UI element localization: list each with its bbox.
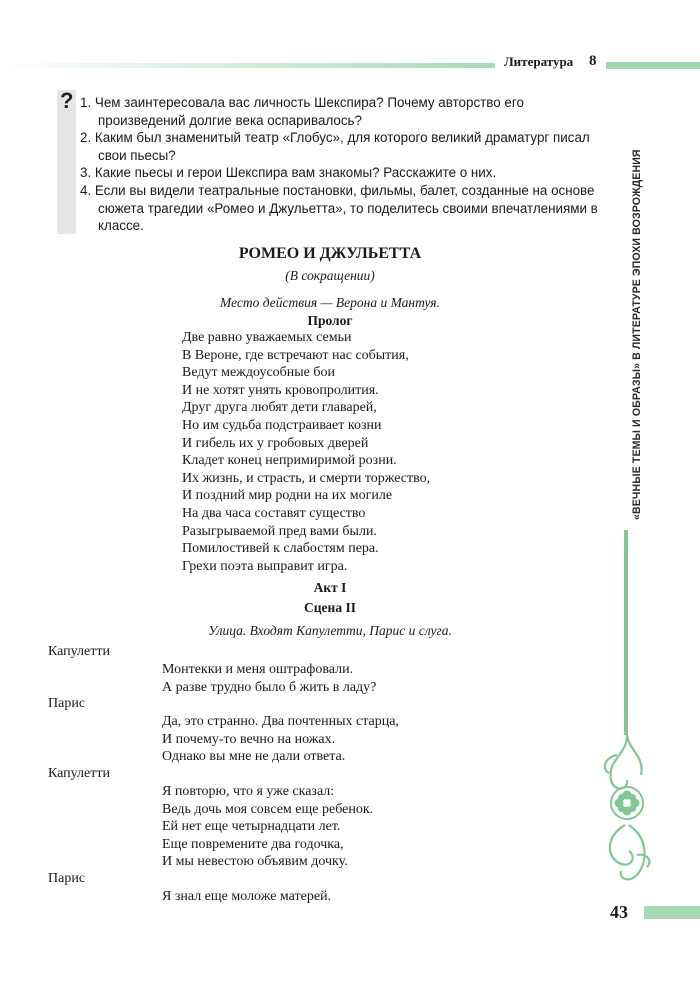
speech-block [162,661,376,696]
speech-line: И мы невестою объявим дочку. [162,854,348,870]
verse-line: Две равно уважаемых семьи [182,330,352,345]
running-header-title: Литература [504,54,574,69]
question-item: 4. Если вы видели театральные постановки, фильмы, балет, созданные на основе сюжета трагедии «Ромео и Джульетта», то поделитесь своими впечатлениями в классе. [80,182,598,234]
speaker-name: Капулетти [48,644,110,659]
speech-line: Еще повремените два годочка, [162,836,344,852]
question-mark-icon: ? [60,88,74,113]
grade-number: 8 [589,53,597,69]
speech-block [162,888,331,906]
prologue-verse [182,329,430,575]
speech-line: Однако вы мне не дали ответа. [162,749,346,765]
verse-line: На два часа составят существо [182,505,366,521]
verse-line: Помилостивей к слабостям пера. [182,541,379,557]
verse-line: Кладет конец непримиримой розни. [182,453,397,469]
verse-line: Их жизнь, и страсть, и смерти торжество, [182,470,431,486]
verse-line: И не хотят унять кровопролития. [182,382,379,398]
page-number: 43 [610,902,628,922]
side-accent-bar [624,530,628,735]
speech-block [162,783,373,871]
speech-line: Монтекки и меня оштрафовали. [162,662,354,677]
header-rule [0,63,495,68]
speech-line: Я повторю, что я уже сказал: [162,784,335,799]
speech-line: Ведь дочь моя совсем еще ребенок. [162,801,374,817]
prologue-heading: Пролог [307,313,353,328]
stage-direction: Улица. Входят Капулетти, Парис и слуга. [208,623,452,638]
chapter-side-caption: «ВЕЧНЫЕ ТЕМЫ И ОБРАЗЫ» В ЛИТЕРАТУРЕ ЭПОХИ ВОЗРОЖДЕНИЯ [631,149,643,520]
verse-line: В Вероне, где встречают нас события, [182,347,409,363]
scene-heading: Сцена II [304,600,356,615]
verse-line: Друг друга любят дети главарей, [182,400,377,416]
question-item: 1. Чем заинтересовала вас личность Шекспира? Почему авторство его произведений долгие века оспаривалось? [80,95,524,128]
verse-line: И гибель их у гробовых дверей [182,435,369,451]
speech-line: Я знал еще моложе матерей. [162,889,332,904]
verse-line: Но им судьба подстраивает козни [182,417,382,433]
play-setting: Место действия — Верона и Мантуя. [220,295,440,310]
verse-line: Разыгрываемой пред вами были. [182,523,377,539]
speech-line: Да, это странно. Два почтенных старца, [162,714,399,729]
play-title: РОМЕО И ДЖУЛЬЕТТА [238,245,422,262]
speaker-name: Парис [48,871,86,886]
question-item: 2. Каким был знаменитый театр «Глобус», для которого великий драматург писал свои пьесы? [80,130,590,163]
verse-line: И поздний мир родни на их могиле [182,488,393,504]
speech-line: А разве трудно было б жить в ладу? [162,679,377,695]
speaker-name: Парис [48,696,86,711]
floral-ornament-icon [597,735,657,885]
question-item: 3. Какие пьесы и герои Шекспира вам знакомы? Расскажите о них. [80,165,497,181]
speech-line: И почему-то вечно на ножах. [162,731,336,747]
speech-line: Ей нет еще четырнадцати лет. [162,819,341,835]
verse-line: Ведут междоусобные бои [182,365,336,381]
play-subtitle: (В сокращении) [285,268,375,283]
footer-accent-bar [644,906,700,919]
header-accent-bar [606,62,700,69]
verse-line: Грехи поэта выправит игра. [182,558,348,574]
speech-block [162,713,399,766]
speaker-name: Капулетти [48,766,110,781]
act-heading: Акт I [313,580,347,595]
questions-list [80,94,600,235]
